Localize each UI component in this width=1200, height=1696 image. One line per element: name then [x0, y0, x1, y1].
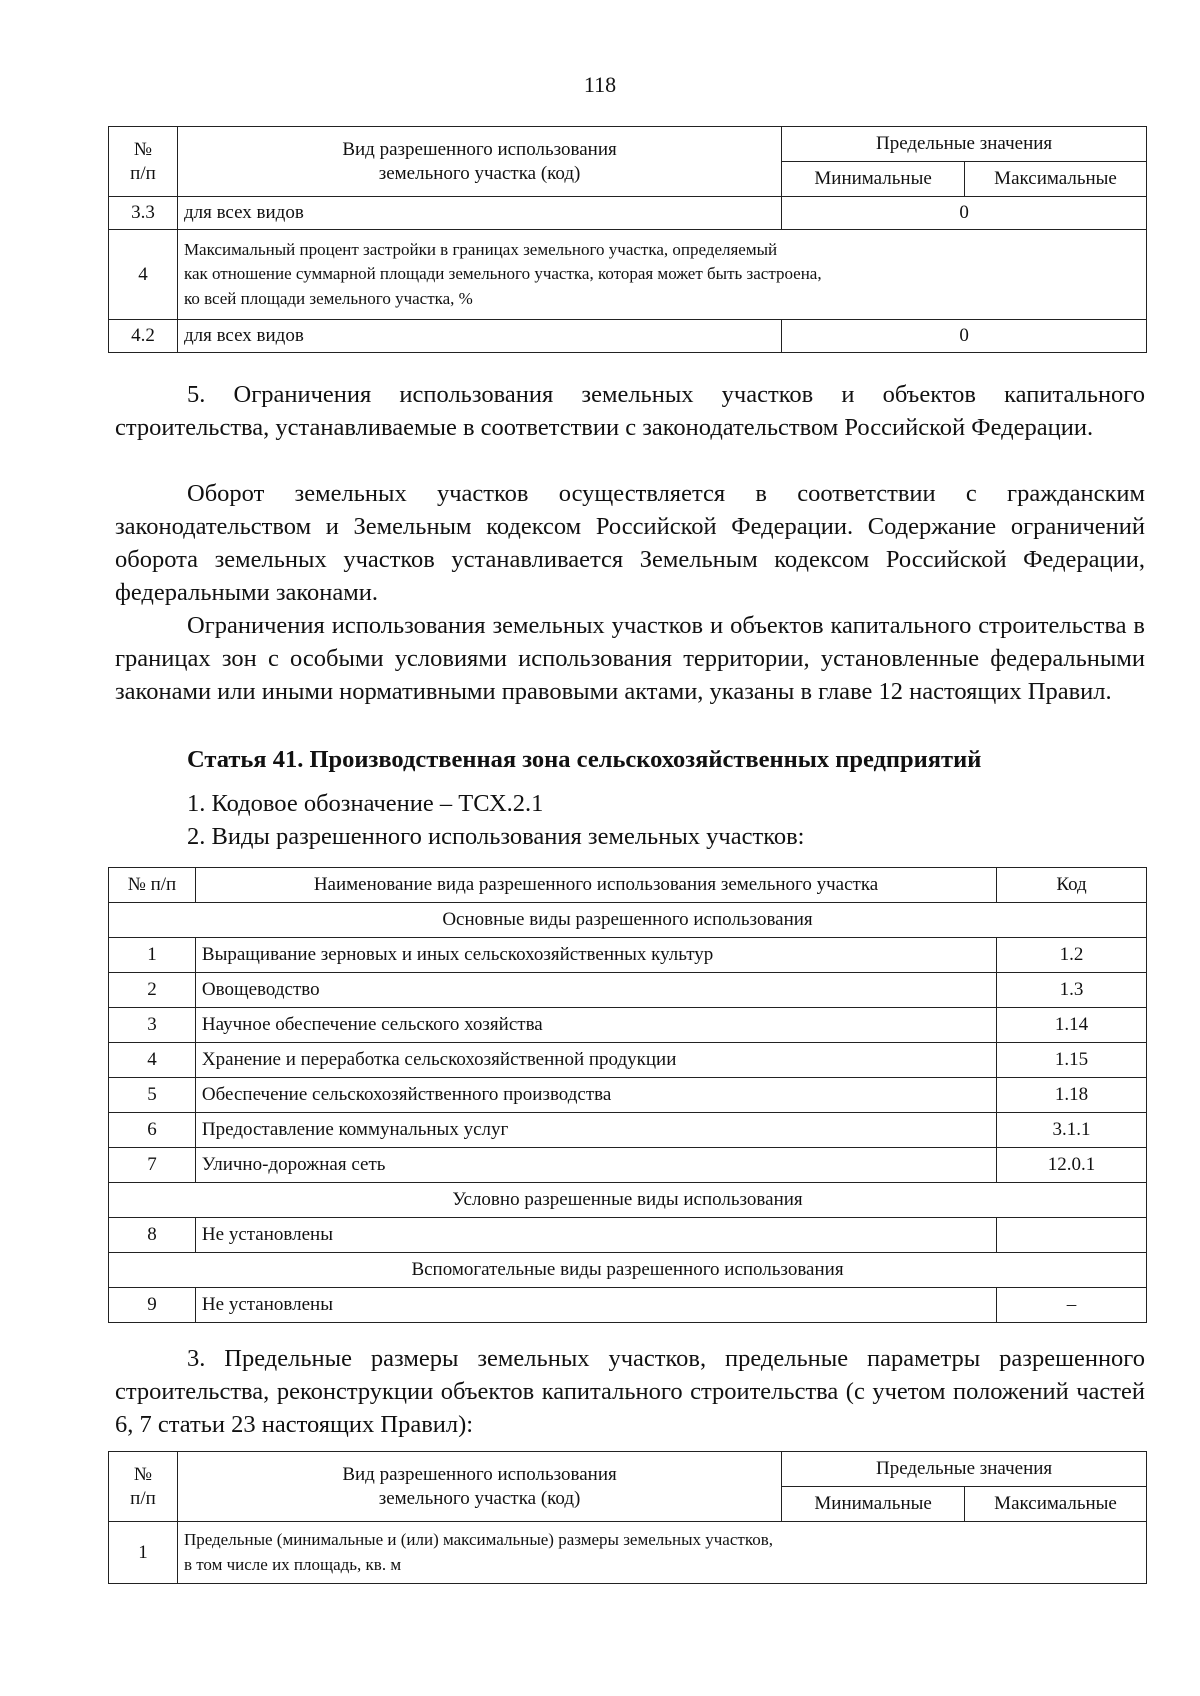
- row-text: для всех видов: [177, 197, 781, 230]
- row-code: 1.2: [997, 938, 1147, 973]
- header-num: № п/п: [109, 868, 196, 903]
- row-code: 1.15: [997, 1043, 1147, 1078]
- row-name: Хранение и переработка сельскохозяйственной продукции: [195, 1043, 996, 1078]
- header-name: Наименование вида разрешенного использования земельного участка: [195, 868, 996, 903]
- row-num: 6: [109, 1113, 196, 1148]
- paragraph-turnover: Оборот земельных участков осуществляется в соответствии с гражданским законодательством и Земельным кодексом Российской Федерации. Содержание ограничений оборота земельных участков устанавливается Земельным кодексом Российской Федерации, федеральными законами.: [115, 480, 1145, 606]
- limits-table-top: [108, 126, 1147, 353]
- row-value: 0: [782, 320, 1147, 353]
- table-row: [109, 1008, 1147, 1043]
- header-type: Вид разрешенного использования земельного участка (код): [177, 127, 781, 197]
- table-row: [109, 230, 1147, 320]
- table-row: [109, 1043, 1147, 1078]
- row-num: 9: [109, 1288, 196, 1323]
- table-row: [109, 973, 1147, 1008]
- page-number: 118: [583, 72, 617, 97]
- table-row: [109, 1288, 1147, 1323]
- row-num: 4: [109, 230, 178, 320]
- row-num: 1: [109, 1522, 178, 1584]
- table-row: [109, 1078, 1147, 1113]
- row-name: Не установлены: [195, 1218, 996, 1253]
- row-text: Максимальный процент застройки в границах земельного участка, определяемый как отношение суммарной площади земельного участка, которая может быть застроена, ко всей площади земельного участка, %: [177, 230, 1146, 320]
- row-code: 12.0.1: [997, 1148, 1147, 1183]
- header-limits: Предельные значения: [782, 1452, 1147, 1487]
- row-name: Обеспечение сельскохозяйственного производства: [195, 1078, 996, 1113]
- header-max: Максимальные: [965, 162, 1147, 197]
- row-code: 1.18: [997, 1078, 1147, 1113]
- table-row: [109, 1522, 1147, 1584]
- list-item-types: 2. Виды разрешенного использования земельных участков:: [187, 823, 805, 850]
- table-row: [109, 1148, 1147, 1183]
- row-num: 3.3: [109, 197, 178, 230]
- header-num: № п/п: [109, 127, 178, 197]
- section-main: Основные виды разрешенного использования: [109, 903, 1147, 938]
- limits-table-bottom: [108, 1451, 1147, 1584]
- row-code: [997, 1218, 1147, 1253]
- row-num: 1: [109, 938, 196, 973]
- row-code: 3.1.1: [997, 1113, 1147, 1148]
- paragraph-zones: Ограничения использования земельных участков и объектов капитального строительства в границах зон с особыми условиями использования территории, установленные федеральными законами или иными нормативными правовыми актами, указаны в главе 12 настоящих Правил.: [115, 612, 1145, 705]
- row-code: 1.3: [997, 973, 1147, 1008]
- article-heading: Статья 41. Производственная зона сельскохозяйственных предприятий: [187, 746, 982, 773]
- row-num: 7: [109, 1148, 196, 1183]
- permitted-use-table: [108, 867, 1147, 1323]
- header-type: Вид разрешенного использования земельного участка (код): [177, 1452, 781, 1522]
- row-num: 4: [109, 1043, 196, 1078]
- header-min: Минимальные: [782, 1487, 965, 1522]
- header-max: Максимальные: [965, 1487, 1147, 1522]
- paragraph-restrictions: 5. Ограничения использования земельных участков и объектов капитального строительства, устанавливаемые в соответствии с законодательством Российской Федерации.: [115, 381, 1145, 441]
- table-row: [109, 938, 1147, 973]
- row-num: 4.2: [109, 320, 178, 353]
- row-num: 5: [109, 1078, 196, 1113]
- row-name: Не установлены: [195, 1288, 996, 1323]
- table-row: [109, 1218, 1147, 1253]
- row-value: 0: [782, 197, 1147, 230]
- row-name: Овощеводство: [195, 973, 996, 1008]
- paragraph-limits: 3. Предельные размеры земельных участков, предельные параметры разрешенного строительства, реконструкции объектов капитального строительства (с учетом положений частей 6, 7 статьи 23 настоящих Правил):: [115, 1345, 1145, 1438]
- row-text: Предельные (минимальные и (или) максимальные) размеры земельных участков, в том числе их площадь, кв. м: [177, 1522, 1146, 1584]
- table-row: [109, 1113, 1147, 1148]
- table-row: [109, 197, 1147, 230]
- section-auxiliary: Вспомогательные виды разрешенного использования: [109, 1253, 1147, 1288]
- row-name: Научное обеспечение сельского хозяйства: [195, 1008, 996, 1043]
- row-code: –: [997, 1288, 1147, 1323]
- header-num: № п/п: [109, 1452, 178, 1522]
- table-row: [109, 320, 1147, 353]
- row-name: Предоставление коммунальных услуг: [195, 1113, 996, 1148]
- header-code: Код: [997, 868, 1147, 903]
- header-limits: Предельные значения: [782, 127, 1147, 162]
- row-num: 2: [109, 973, 196, 1008]
- section-conditional: Условно разрешенные виды использования: [109, 1183, 1147, 1218]
- list-item-code: 1. Кодовое обозначение – ТСХ.2.1: [187, 790, 544, 817]
- row-name: Выращивание зерновых и иных сельскохозяйственных культур: [195, 938, 996, 973]
- row-num: 3: [109, 1008, 196, 1043]
- row-name: Улично-дорожная сеть: [195, 1148, 996, 1183]
- header-min: Минимальные: [782, 162, 965, 197]
- row-num: 8: [109, 1218, 196, 1253]
- row-text: для всех видов: [177, 320, 781, 353]
- row-code: 1.14: [997, 1008, 1147, 1043]
